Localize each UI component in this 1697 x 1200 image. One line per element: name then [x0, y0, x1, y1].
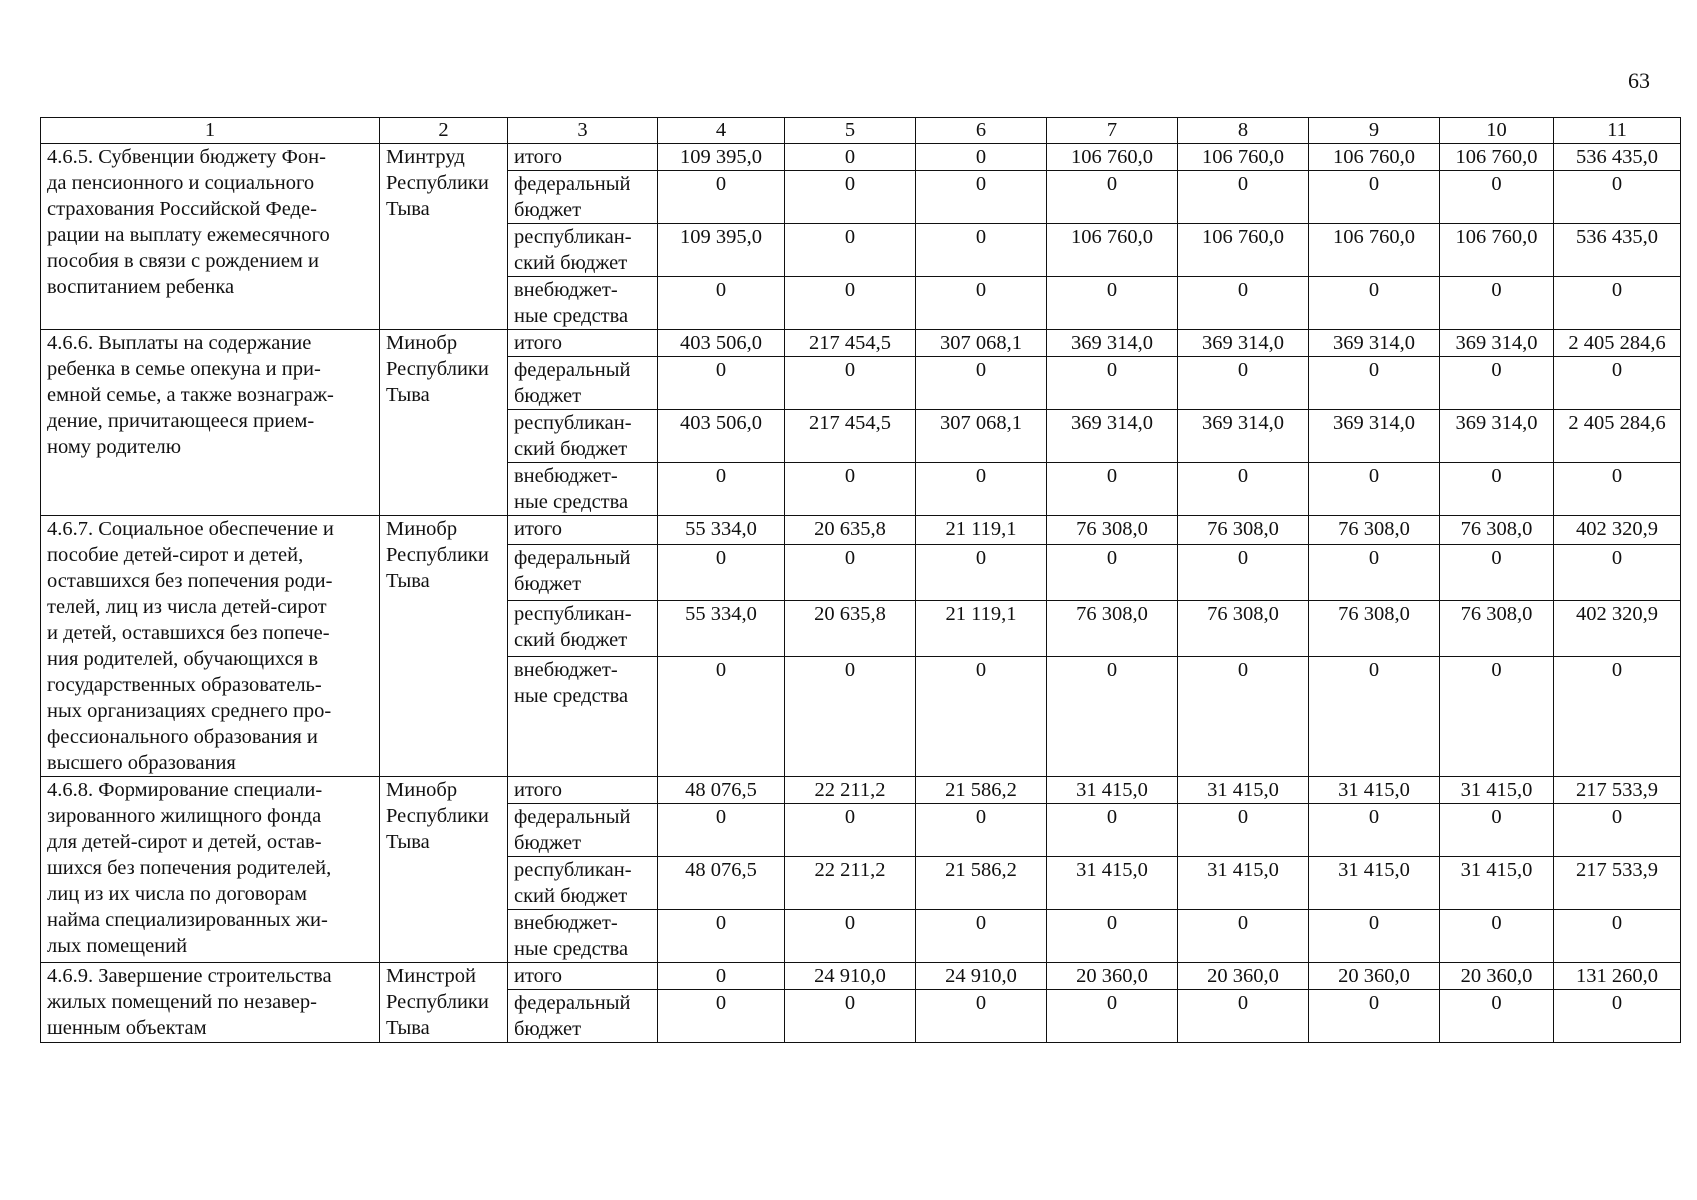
agency-line: Республики [386, 805, 489, 827]
amount-value: 0 [1178, 463, 1309, 516]
amount-value: 106 760,0 [1047, 144, 1178, 171]
amount-value: 0 [1309, 171, 1440, 224]
amount-value: 0 [658, 804, 785, 857]
funding-source-line: итого [514, 146, 563, 168]
amount-value: 0 [916, 544, 1047, 600]
amount-value: 109 395,0 [658, 224, 785, 277]
funding-source-line: итого [514, 332, 563, 354]
amount-value: 0 [1309, 277, 1440, 330]
amount-value: 0 [1440, 463, 1554, 516]
column-number: 2 [380, 118, 508, 144]
amount-value: 0 [1047, 990, 1178, 1043]
amount-value: 76 308,0 [1178, 600, 1309, 656]
amount-value: 0 [785, 544, 916, 600]
amount-value: 0 [1440, 657, 1554, 777]
funding-source [508, 657, 658, 777]
funding-source [508, 990, 658, 1043]
agency-line: Тыва [386, 570, 430, 592]
amount-value: 0 [785, 224, 916, 277]
description-line: воспитанием ребенка [47, 276, 235, 298]
amount-value: 20 635,8 [785, 516, 916, 545]
agency-line: Республики [386, 544, 489, 566]
amount-value: 0 [1047, 804, 1178, 857]
amount-value: 307 068,1 [916, 410, 1047, 463]
total-value: 402 320,9 [1554, 516, 1681, 545]
amount-value: 76 308,0 [1309, 600, 1440, 656]
amount-value: 31 415,0 [1178, 777, 1309, 804]
description-line: государственных образователь- [47, 674, 322, 696]
page-number: 63 [1628, 68, 1650, 93]
amount-value: 0 [1047, 171, 1178, 224]
amount-value: 21 119,1 [916, 516, 1047, 545]
amount-value: 48 076,5 [658, 777, 785, 804]
table-row [41, 330, 1681, 357]
funding-source-line: итого [514, 518, 563, 540]
amount-value: 76 308,0 [1440, 516, 1554, 545]
column-number: 9 [1309, 118, 1440, 144]
amount-value: 20 360,0 [1047, 963, 1178, 990]
amount-value: 76 308,0 [1178, 516, 1309, 545]
total-value: 2 405 284,6 [1554, 410, 1681, 463]
amount-value: 0 [785, 463, 916, 516]
amount-value: 106 760,0 [1047, 224, 1178, 277]
amount-value: 21 586,2 [916, 777, 1047, 804]
amount-value: 217 454,5 [785, 410, 916, 463]
amount-value: 0 [658, 277, 785, 330]
amount-value: 0 [1309, 357, 1440, 410]
funding-source [508, 224, 658, 277]
amount-value: 0 [916, 224, 1047, 277]
description-line: 4.6.6. Выплаты на содержание [47, 332, 312, 354]
amount-value: 31 415,0 [1047, 777, 1178, 804]
amount-value: 0 [1440, 277, 1554, 330]
funding-source-line: федеральный [514, 173, 631, 195]
description-line: 4.6.5. Субвенции бюджету Фон- [47, 146, 326, 168]
amount-value: 0 [658, 463, 785, 516]
total-value: 536 435,0 [1554, 144, 1681, 171]
amount-value: 106 760,0 [1440, 224, 1554, 277]
description-line: лых помещений [47, 935, 188, 957]
amount-value: 76 308,0 [1309, 516, 1440, 545]
description-line: 4.6.9. Завершение строительства [47, 965, 332, 987]
measure-description [41, 330, 380, 516]
amount-value: 106 760,0 [1178, 224, 1309, 277]
amount-value: 403 506,0 [658, 410, 785, 463]
funding-source-line: республикан- [514, 602, 632, 625]
amount-value: 31 415,0 [1309, 857, 1440, 910]
description-line: жилых помещений по незавер- [47, 991, 317, 1013]
description-line: для детей-сирот и детей, остав- [47, 831, 322, 853]
amount-value: 0 [1309, 463, 1440, 516]
amount-value: 0 [1440, 990, 1554, 1043]
total-value: 0 [1554, 463, 1681, 516]
amount-value: 20 360,0 [1440, 963, 1554, 990]
description-line: найма специализированных жи- [47, 909, 328, 931]
funding-source [508, 963, 658, 990]
responsible-agency [380, 777, 508, 963]
amount-value: 106 760,0 [1440, 144, 1554, 171]
responsible-agency [380, 330, 508, 516]
column-number: 6 [916, 118, 1047, 144]
amount-value: 106 760,0 [1309, 144, 1440, 171]
amount-value: 0 [916, 463, 1047, 516]
amount-value: 0 [916, 910, 1047, 963]
table-row [41, 963, 1681, 990]
funding-source-line: бюджет [514, 572, 582, 595]
total-value: 0 [1554, 910, 1681, 963]
amount-value: 369 314,0 [1440, 330, 1554, 357]
funding-source-line: бюджет [514, 385, 582, 407]
funding-source-line: ский бюджет [514, 628, 628, 651]
column-number: 4 [658, 118, 785, 144]
amount-value: 0 [1178, 804, 1309, 857]
amount-value: 21 119,1 [916, 600, 1047, 656]
amount-value: 0 [1440, 171, 1554, 224]
funding-source-line: ные средства [514, 938, 629, 960]
agency-line: Республики [386, 358, 489, 380]
amount-value: 31 415,0 [1047, 857, 1178, 910]
column-number: 3 [508, 118, 658, 144]
funding-source [508, 804, 658, 857]
funding-source-line: ные средства [514, 685, 629, 707]
amount-value: 0 [1178, 990, 1309, 1043]
total-value: 0 [1554, 990, 1681, 1043]
total-value: 217 533,9 [1554, 857, 1681, 910]
amount-value: 0 [1047, 357, 1178, 410]
agency-line: Тыва [386, 198, 430, 220]
description-line: да пенсионного и социального [47, 172, 315, 194]
amount-value: 0 [1440, 910, 1554, 963]
amount-value: 21 586,2 [916, 857, 1047, 910]
amount-value: 76 308,0 [1047, 516, 1178, 545]
responsible-agency [380, 144, 508, 330]
column-number: 11 [1554, 118, 1681, 144]
description-line: 4.6.8. Формирование специали- [47, 779, 323, 801]
description-line: ния родителей, обучающихся в [47, 648, 319, 670]
description-line: пособия в связи с рождением и [47, 250, 319, 272]
amount-value: 0 [658, 544, 785, 600]
description-line: высшего образования [47, 752, 236, 774]
amount-value: 0 [658, 990, 785, 1043]
amount-value: 0 [1178, 277, 1309, 330]
amount-value: 0 [1309, 657, 1440, 777]
description-line: ных организациях среднего про- [47, 700, 332, 722]
funding-source [508, 144, 658, 171]
total-value: 131 260,0 [1554, 963, 1681, 990]
responsible-agency [380, 963, 508, 1043]
amount-value: 0 [916, 990, 1047, 1043]
table-row [41, 777, 1681, 804]
funding-source-line: ский бюджет [514, 438, 628, 460]
amount-value: 20 360,0 [1178, 963, 1309, 990]
agency-line: Республики [386, 172, 489, 194]
funding-source [508, 544, 658, 600]
amount-value: 0 [1178, 357, 1309, 410]
amount-value: 369 314,0 [1047, 410, 1178, 463]
funding-source-line: ский бюджет [514, 252, 628, 274]
amount-value: 369 314,0 [1047, 330, 1178, 357]
total-value: 0 [1554, 657, 1681, 777]
amount-value: 31 415,0 [1440, 857, 1554, 910]
total-value: 0 [1554, 804, 1681, 857]
total-value: 0 [1554, 544, 1681, 600]
measure-description [41, 963, 380, 1043]
column-number: 8 [1178, 118, 1309, 144]
amount-value: 106 760,0 [1309, 224, 1440, 277]
amount-value: 0 [658, 357, 785, 410]
total-value: 0 [1554, 171, 1681, 224]
amount-value: 76 308,0 [1440, 600, 1554, 656]
agency-line: Минобр [386, 779, 458, 801]
funding-source [508, 410, 658, 463]
funding-source [508, 277, 658, 330]
amount-value: 31 415,0 [1309, 777, 1440, 804]
funding-source-line: федеральный [514, 359, 631, 381]
agency-line: Минобр [386, 332, 458, 354]
agency-line: Тыва [386, 1017, 430, 1039]
amount-value: 0 [916, 657, 1047, 777]
column-number-row [41, 118, 1681, 144]
column-number: 1 [41, 118, 380, 144]
amount-value: 307 068,1 [916, 330, 1047, 357]
amount-value: 22 211,2 [785, 857, 916, 910]
description-line: шенным объектам [47, 1017, 207, 1039]
amount-value: 0 [916, 277, 1047, 330]
amount-value: 76 308,0 [1047, 600, 1178, 656]
funding-source-line: ные средства [514, 305, 629, 327]
funding-source-line: внебюджет- [514, 659, 618, 681]
amount-value: 0 [1178, 910, 1309, 963]
amount-value: 0 [1440, 357, 1554, 410]
amount-value: 0 [658, 171, 785, 224]
agency-line: Минтруд [386, 146, 465, 168]
total-value: 0 [1554, 277, 1681, 330]
funding-source-line: бюджет [514, 1018, 582, 1040]
amount-value: 55 334,0 [658, 516, 785, 545]
agency-line: Минобр [386, 518, 458, 540]
amount-value: 48 076,5 [658, 857, 785, 910]
amount-value: 0 [1178, 544, 1309, 600]
amount-value: 0 [1047, 910, 1178, 963]
measure-description [41, 777, 380, 963]
amount-value: 24 910,0 [785, 963, 916, 990]
amount-value: 0 [916, 171, 1047, 224]
agency-line: Минстрой [386, 965, 476, 987]
amount-value: 0 [916, 357, 1047, 410]
funding-source-line: итого [514, 965, 563, 987]
funding-source-line: ский бюджет [514, 885, 628, 907]
total-value: 402 320,9 [1554, 600, 1681, 656]
table-row [41, 516, 1681, 545]
description-line: емной семье, а также вознаграж- [47, 384, 334, 406]
amount-value: 109 395,0 [658, 144, 785, 171]
description-line: и детей, оставшихся без попече- [47, 622, 330, 644]
funding-source-line: внебюджет- [514, 912, 618, 934]
amount-value: 0 [785, 804, 916, 857]
description-line: лиц из их числа по договорам [47, 883, 307, 905]
funding-source-line: федеральный [514, 806, 631, 828]
amount-value: 0 [785, 990, 916, 1043]
column-number: 7 [1047, 118, 1178, 144]
amount-value: 0 [1047, 277, 1178, 330]
funding-source [508, 857, 658, 910]
amount-value: 0 [785, 657, 916, 777]
funding-source-line: внебюджет- [514, 279, 618, 301]
amount-value: 369 314,0 [1178, 410, 1309, 463]
amount-value: 217 454,5 [785, 330, 916, 357]
budget-table [40, 117, 1681, 1043]
funding-source [508, 357, 658, 410]
agency-line: Тыва [386, 384, 430, 406]
amount-value: 403 506,0 [658, 330, 785, 357]
amount-value: 0 [658, 910, 785, 963]
funding-source [508, 171, 658, 224]
funding-source [508, 463, 658, 516]
funding-source-line: бюджет [514, 832, 582, 854]
agency-line: Тыва [386, 831, 430, 853]
description-line: телей, лиц из числа детей-сирот [47, 596, 327, 618]
amount-value: 0 [1309, 804, 1440, 857]
amount-value: 0 [1309, 990, 1440, 1043]
amount-value: 24 910,0 [916, 963, 1047, 990]
funding-source [508, 910, 658, 963]
amount-value: 0 [1178, 657, 1309, 777]
column-number: 10 [1440, 118, 1554, 144]
total-value: 0 [1554, 357, 1681, 410]
funding-source-line: ные средства [514, 491, 629, 513]
description-line: 4.6.7. Социальное обеспечение и [47, 518, 334, 540]
funding-source-line: федеральный [514, 546, 631, 569]
description-line: ребенка в семье опекуна и при- [47, 358, 321, 380]
measure-description [41, 144, 380, 330]
description-line: страхования Российской Феде- [47, 198, 317, 220]
amount-value: 369 314,0 [1440, 410, 1554, 463]
funding-source [508, 777, 658, 804]
description-line: дение, причитающееся прием- [47, 410, 315, 432]
table-row [41, 144, 1681, 171]
description-line: рации на выплату ежемесячного [47, 224, 330, 246]
total-value: 217 533,9 [1554, 777, 1681, 804]
amount-value: 0 [1047, 544, 1178, 600]
funding-source [508, 600, 658, 656]
total-value: 2 405 284,6 [1554, 330, 1681, 357]
amount-value: 0 [1309, 910, 1440, 963]
description-line: пособие детей-сирот и детей, [47, 544, 304, 566]
amount-value: 0 [785, 910, 916, 963]
description-line: оставшихся без попечения роди- [47, 570, 333, 592]
amount-value: 20 635,8 [785, 600, 916, 656]
agency-line: Республики [386, 991, 489, 1013]
description-line: фессионального образования и [47, 726, 318, 748]
amount-value: 0 [785, 144, 916, 171]
amount-value: 31 415,0 [1440, 777, 1554, 804]
amount-value: 31 415,0 [1178, 857, 1309, 910]
amount-value: 0 [1047, 463, 1178, 516]
amount-value: 0 [1047, 657, 1178, 777]
amount-value: 369 314,0 [1309, 410, 1440, 463]
funding-source-line: итого [514, 779, 563, 801]
funding-source-line: бюджет [514, 199, 582, 221]
amount-value: 0 [658, 963, 785, 990]
amount-value: 0 [1440, 544, 1554, 600]
amount-value: 0 [785, 357, 916, 410]
funding-source [508, 330, 658, 357]
funding-source-line: федеральный [514, 992, 631, 1014]
measure-description [41, 516, 380, 777]
amount-value: 106 760,0 [1178, 144, 1309, 171]
amount-value: 0 [916, 144, 1047, 171]
description-line: зированного жилищного фонда [47, 805, 322, 827]
funding-source [508, 516, 658, 545]
amount-value: 0 [1440, 804, 1554, 857]
responsible-agency [380, 516, 508, 777]
amount-value: 0 [1178, 171, 1309, 224]
funding-source-line: республикан- [514, 412, 632, 434]
amount-value: 55 334,0 [658, 600, 785, 656]
amount-value: 22 211,2 [785, 777, 916, 804]
amount-value: 0 [1309, 544, 1440, 600]
column-number: 5 [785, 118, 916, 144]
amount-value: 0 [785, 171, 916, 224]
funding-source-line: республикан- [514, 859, 632, 881]
description-line: шихся без попечения родителей, [47, 857, 332, 879]
amount-value: 0 [658, 657, 785, 777]
amount-value: 20 360,0 [1309, 963, 1440, 990]
amount-value: 0 [785, 277, 916, 330]
amount-value: 369 314,0 [1178, 330, 1309, 357]
funding-source-line: республикан- [514, 226, 632, 248]
total-value: 536 435,0 [1554, 224, 1681, 277]
funding-source-line: внебюджет- [514, 465, 618, 487]
amount-value: 369 314,0 [1309, 330, 1440, 357]
description-line: ному родителю [47, 436, 182, 458]
amount-value: 0 [916, 804, 1047, 857]
